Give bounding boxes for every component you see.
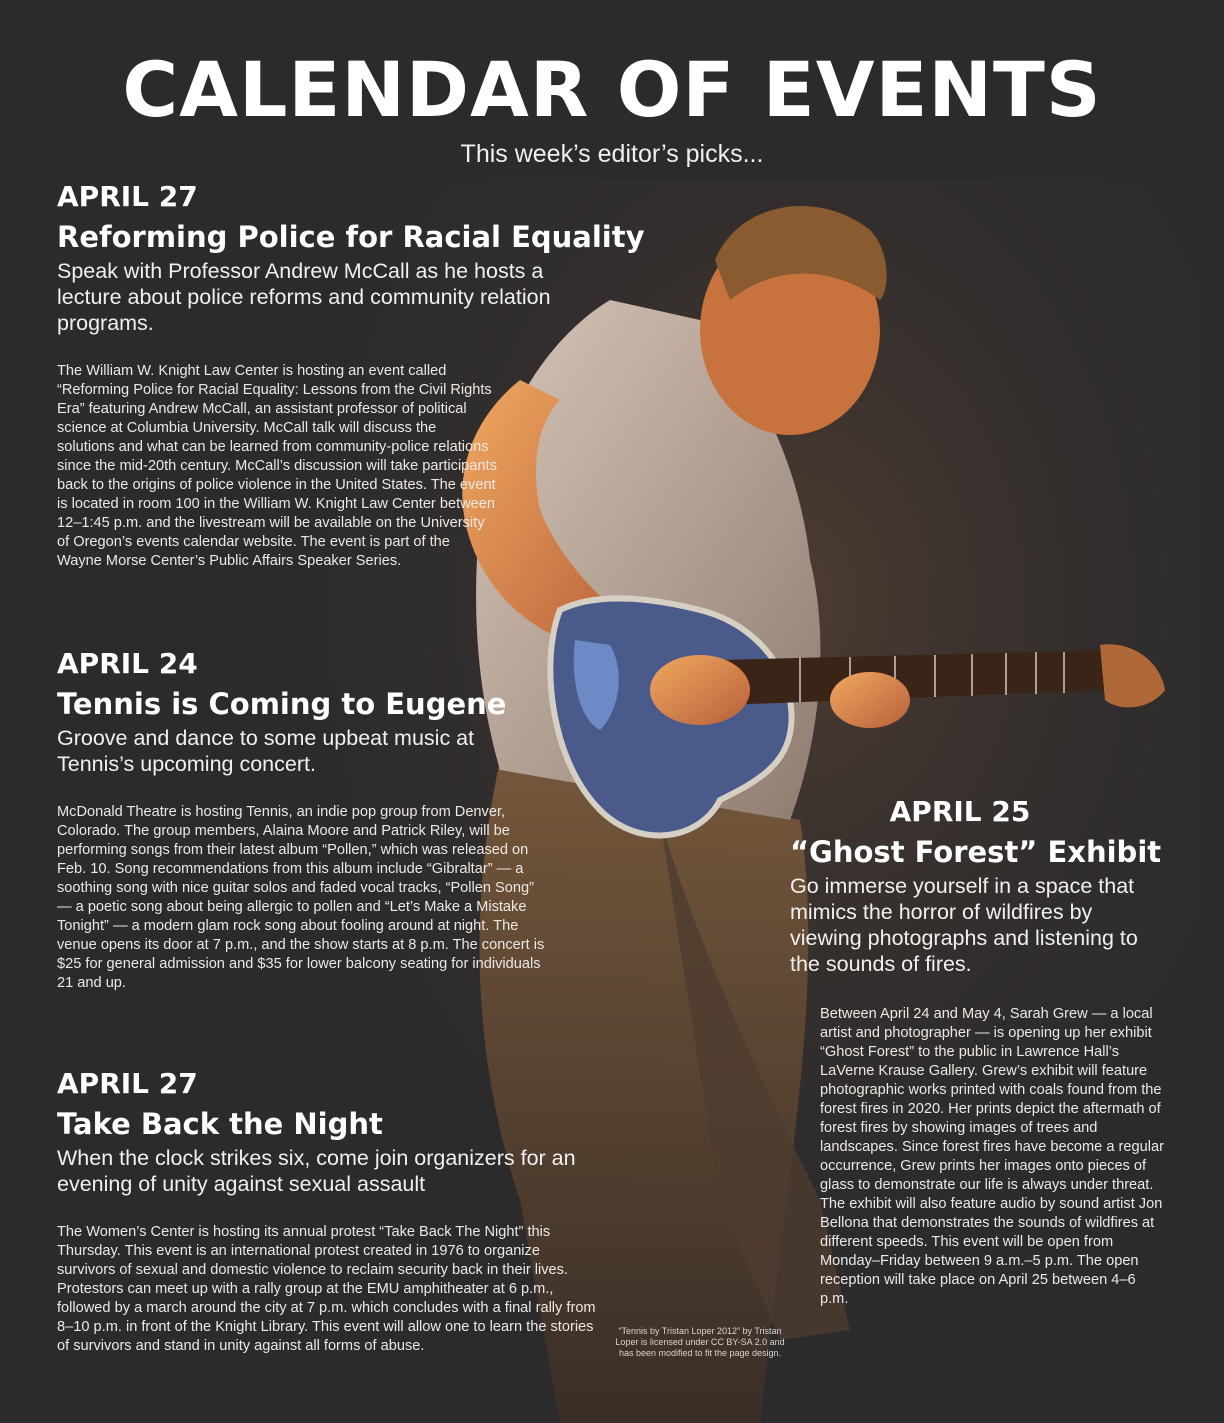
- page-subtitle: This week’s editor’s picks...: [460, 140, 764, 168]
- event-lede: Speak with Professor Andrew McCall as he hosts a lecture about police reforms and community relation programs.: [57, 259, 551, 335]
- page-title: CALENDAR OF EVENTS: [122, 45, 1102, 134]
- event-date: APRIL 24: [57, 647, 198, 680]
- masthead: [0, 45, 1224, 169]
- event-take-back-the-night: [57, 1067, 617, 1356]
- event-lede: Groove and dance to some upbeat music at Tennis’s upcoming concert.: [57, 726, 475, 776]
- event-title: “Ghost Forest” Exhibit: [790, 835, 1162, 869]
- photo-credit: “Tennis by Tristan Loper 2012” by Tristan Loper is licensed under CC BY-SA 2.0 and has been modified to fit the page design.: [615, 1326, 785, 1358]
- event-date: APRIL 27: [57, 180, 198, 213]
- event-tennis-concert: [57, 647, 617, 993]
- event-body: The William W. Knight Law Center is hosting an event called “Reforming Police for Racial Equality: Lessons from the Civil Rights Era” featuring Andrew McCall, an assistant professor of political science at Columbia University. McCall talk will discuss the solutions and what can be learned from community-police relations since the mid-20th century. McCall’s discussion will take participants back to the origins of police violence in the United States. The event is located in room 100 in the William W. Knight Law Center between 12–1:45 p.m. and the livestream will be available on the University of Oregon’s events calendar website. The event is part of the Wayne Morse Center’s Public Affairs Speaker Series.: [57, 363, 497, 569]
- event-body: Between April 24 and May 4, Sarah Grew — a local artist and photographer — is opening up her exhibit “Ghost Forest” to the public in Lawrence Hall’s LaVerne Krause Gallery. Grew’s exhibit will feature photographic works printed with coals found from the forest fires in 2020. Her prints depict the aftermath of forest fires by showing images of trees and landscapes. Since forest fires have become a regular occurrence, Grew prints her images onto pieces of glass to demonstrate our life is always under threat. The exhibit will also feature audio by sound artist Jon Bellona that demonstrates the sounds of wildfires at different speeds. This event will be open from Monday–Friday between 9 a.m.–5 p.m. The open reception will take place on April 25 between 4–6 p.m.: [820, 1006, 1164, 1307]
- event-title: Reforming Police for Racial Equality: [57, 220, 645, 254]
- event-ghost-forest: [790, 795, 1164, 1309]
- event-police-reform: [57, 180, 645, 571]
- event-body: The Women’s Center is hosting its annual protest “Take Back The Night” this Thursday. This event is an international protest created in 1976 to organize survivors of sexual and domestic violence to reclaim security back in their lives. Protestors can meet up with a rally group at the EMU amphitheater at 6 p.m., followed by a march around the city at 7 p.m. which concludes with a final rally from 8–10 p.m. in front of the Knight Library. This event will allow one to learn the stories of survivors and stand in unity against all forms of abuse.: [57, 1224, 596, 1354]
- event-title: Take Back the Night: [57, 1107, 383, 1141]
- event-lede: When the clock strikes six, come join organizers for an evening of unity against sexual assault: [57, 1146, 576, 1196]
- event-body: McDonald Theatre is hosting Tennis, an indie pop group from Denver, Colorado. The group members, Alaina Moore and Patrick Riley, will be performing songs from their latest album “Pollen,” which was released on Feb. 10. Song recommendations from this album include “Gibraltar” — a soothing song with nice guitar solos and faded vocal tracks, “Pollen Song” — a poetic song about being allergic to pollen and “Let’s Make a Mistake Tonight” — a modern glam rock song about fooling around at night. The venue opens its door at 7 p.m., and the show starts at 8 p.m. The concert is $25 for general admission and $35 for lower balcony seating for individuals 21 and up.: [57, 804, 545, 991]
- event-lede: Go immerse yourself in a space that mimics the horror of wildfires by viewing photographs and listening to the sounds of fires.: [790, 874, 1138, 976]
- event-date: APRIL 27: [57, 1067, 198, 1100]
- event-title: Tennis is Coming to Eugene: [57, 687, 507, 721]
- event-date: APRIL 25: [889, 795, 1031, 828]
